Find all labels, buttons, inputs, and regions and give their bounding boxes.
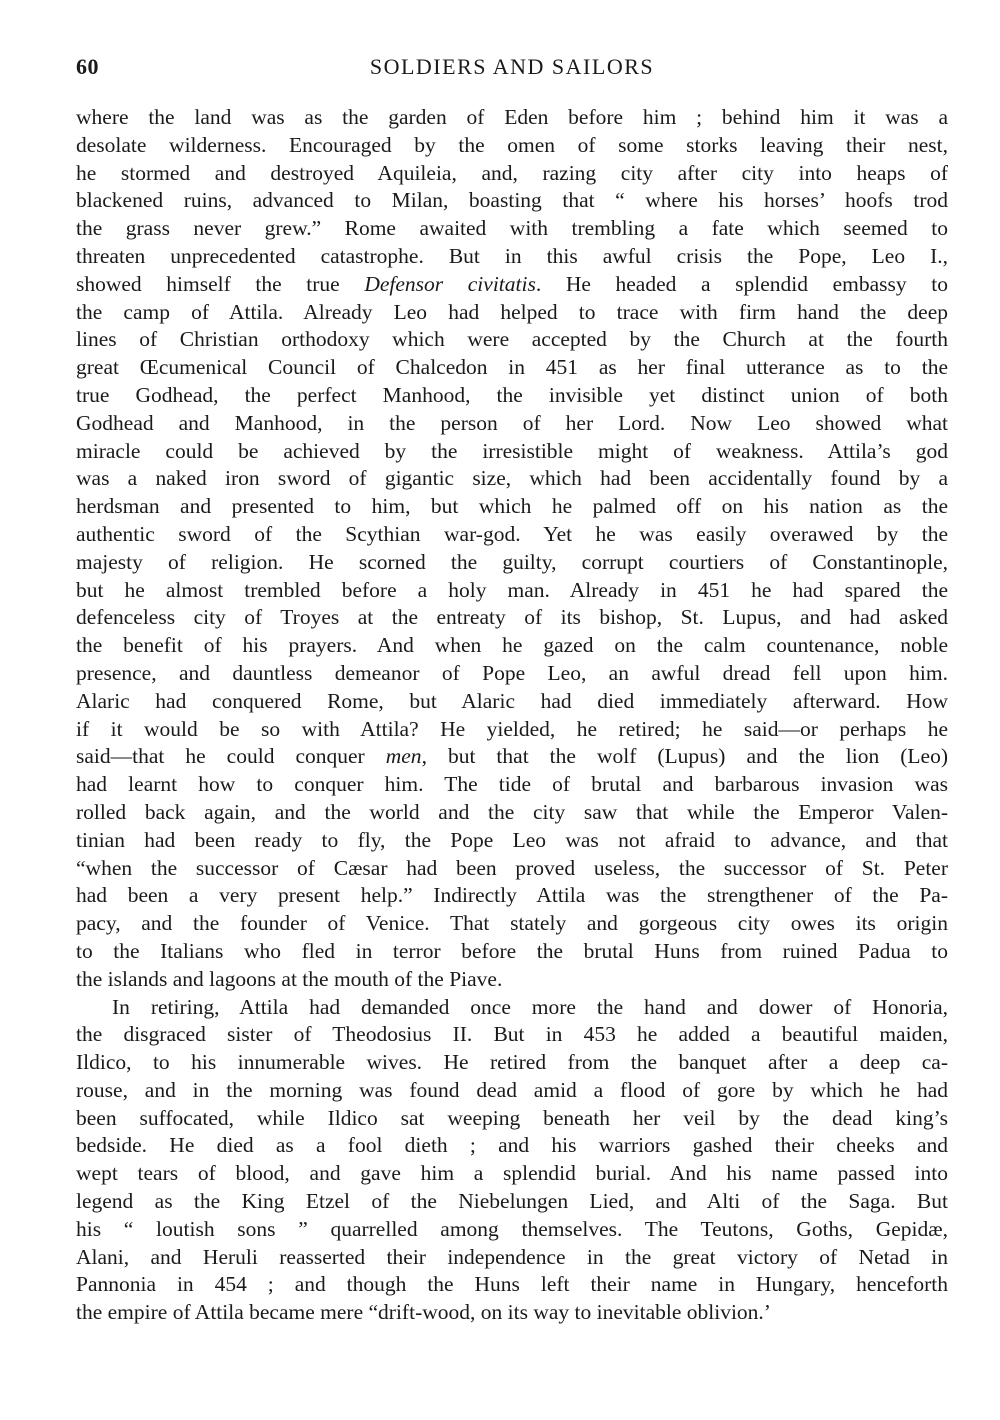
text-line: showed himself the true Defensor civitatis. He headed a splendid embassy to	[76, 271, 948, 296]
text-line: had been a very present help.” Indirectly Attila was the strengthener of the Pa-	[76, 883, 948, 908]
text-line: the benefit of his prayers. And when he gazed on the calm countenance, noble	[76, 633, 948, 658]
text-line: pacy, and the founder of Venice. That stately and gorgeous city owes its origin	[76, 911, 948, 936]
text-line: the disgraced sister of Theodosius II. But in 453 he added a beautiful maiden,	[76, 1022, 948, 1047]
text-line: defenceless city of Troyes at the entreaty of its bishop, St. Lupus, and had asked	[76, 605, 948, 630]
paragraph	[76, 104, 948, 994]
text-line: Ildico, to his innumerable wives. He retired from the banquet after a deep ca-	[76, 1050, 948, 1075]
text-line: blackened ruins, advanced to Milan, boasting that “ where his horses’ hoofs trod	[76, 188, 948, 213]
text-line: had learnt how to conquer him. The tide of brutal and barbarous invasion was	[76, 772, 948, 797]
text-line: presence, and dauntless demeanor of Pope Leo, an awful dread fell upon him.	[76, 660, 948, 685]
text-line: Pannonia in 454 ; and though the Huns left their name in Hungary, henceforth	[76, 1272, 948, 1297]
text-line: wept tears of blood, and gave him a splendid burial. And his name passed into	[76, 1161, 948, 1186]
text-line: the camp of Attila. Already Leo had helped to trace with firm hand the deep	[76, 299, 948, 324]
text-line: been suffocated, while Ildico sat weeping beneath her veil by the dead king’s	[76, 1105, 948, 1130]
body-text	[76, 104, 948, 1327]
text-line: Alani, and Heruli reasserted their independence in the great victory of Netad in	[76, 1244, 948, 1269]
text-line: true Godhead, the perfect Manhood, the invisible yet distinct union of both	[76, 382, 948, 407]
text-line: “when the successor of Cæsar had been proved useless, the successor of St. Peter	[76, 855, 948, 880]
text-line: he stormed and destroyed Aquileia, and, razing city after city into heaps of	[76, 160, 948, 185]
text-line: tinian had been ready to fly, the Pope Leo was not afraid to advance, and that	[76, 827, 948, 852]
text-line: was a naked iron sword of gigantic size, which had been accidentally found by a	[76, 466, 948, 491]
text-line: but he almost trembled before a holy man. Already in 451 he had spared the	[76, 577, 948, 602]
text-line: threaten unprecedented catastrophe. But in this awful crisis the Pope, Leo I.,	[76, 243, 948, 268]
text-line: where the land was as the garden of Eden before him ; behind him it was a	[76, 105, 948, 129]
text-line: desolate wilderness. Encouraged by the omen of some storks leaving their nest,	[76, 132, 948, 157]
text-line: majesty of religion. He scorned the guilty, corrupt courtiers of Constantinople,	[76, 549, 948, 574]
text-line: Alaric had conquered Rome, but Alaric had died immediately afterward. How	[76, 688, 948, 713]
text-line: Godhead and Manhood, in the person of her Lord. Now Leo showed what	[76, 410, 948, 435]
text-line: his “ loutish sons ” quarrelled among themselves. The Teutons, Goths, Gepidæ,	[76, 1216, 948, 1241]
text-line: said—that he could conquer men, but that the wolf (Lupus) and the lion (Leo)	[76, 744, 948, 769]
text-line: to the Italians who fled in terror before the brutal Huns from ruined Padua to	[76, 938, 948, 963]
text-line: miracle could be achieved by the irresistible might of weakness. Attila’s god	[76, 438, 948, 463]
text-line: the empire of Attila became mere “drift-wood, on its way to inevitable oblivion.’	[76, 1300, 771, 1325]
running-title: SOLDIERS AND SAILORS	[369, 54, 655, 79]
text-line: rouse, and in the morning was found dead amid a flood of gore by which he had	[76, 1077, 948, 1102]
text-line: the islands and lagoons at the mouth of the Piave.	[76, 966, 503, 991]
italic-word: men	[385, 744, 422, 769]
text-line: lines of Christian orthodoxy which were accepted by the Church at the fourth	[76, 327, 948, 352]
text-line: legend as the King Etzel of the Niebelungen Lied, and Alti of the Saga. But	[76, 1189, 948, 1214]
text-line: herdsman and presented to him, but which he palmed off on his nation as the	[76, 494, 948, 519]
page-header	[76, 54, 948, 88]
page-number: 60	[76, 54, 99, 79]
text-line: In retiring, Attila had demanded once more the hand and dower of Honoria,	[112, 994, 948, 1019]
text-line: if it would be so with Attila? He yielded, he retired; he said—or perhaps he	[76, 716, 948, 741]
text-line: rolled back again, and the world and the city saw that while the Emperor Valen-	[76, 799, 948, 824]
text-line: great Œcumenical Council of Chalcedon in 451 as her final utterance as to the	[76, 355, 948, 380]
italic-phrase: Defensor civitatis	[364, 271, 536, 296]
paragraph	[76, 994, 948, 1328]
text-line: bedside. He died as a fool dieth ; and his warriors gashed their cheeks and	[76, 1133, 948, 1158]
text-line: the grass never grew.” Rome awaited with trembling a fate which seemed to	[76, 216, 948, 241]
text-line: authentic sword of the Scythian war-god. Yet he was easily overawed by the	[76, 521, 948, 546]
